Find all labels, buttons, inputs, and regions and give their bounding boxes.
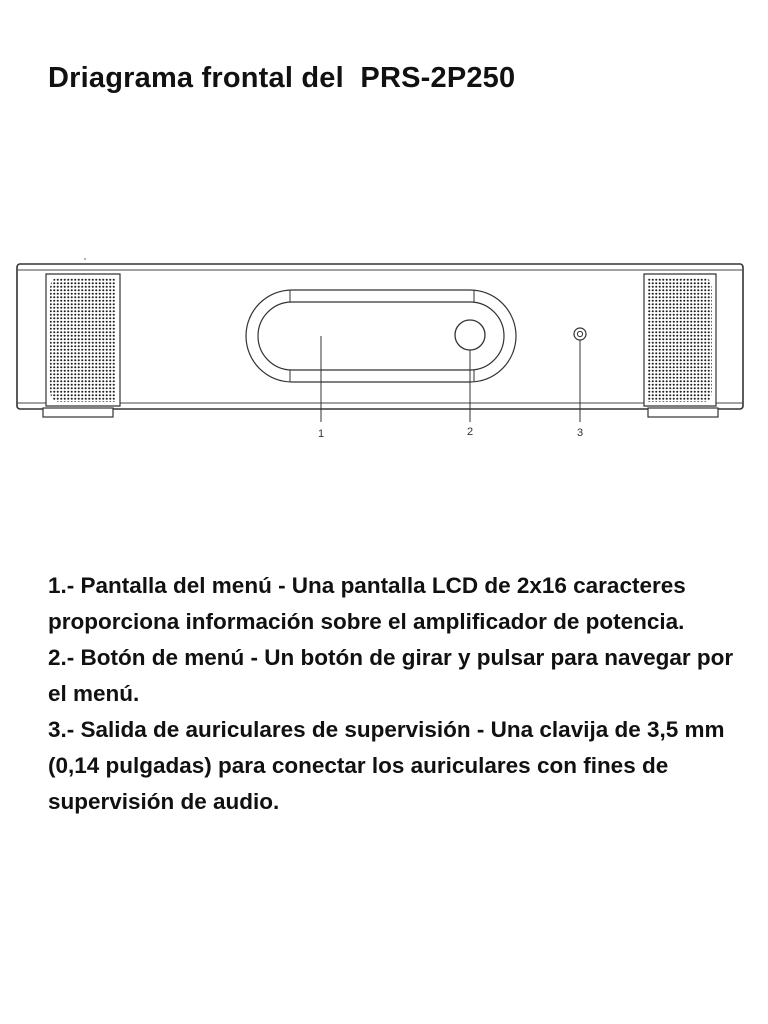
callout-label-2: 2 [466, 426, 474, 438]
front-panel-diagram [0, 250, 768, 450]
description-item-1: 1.- Pantalla del menú - Una pantalla LCD de 2x16 caracteres proporciona información sobre el amplificador de potencia. [48, 573, 686, 634]
left-speaker-grille [46, 274, 120, 406]
description-list [48, 568, 756, 820]
description-item-2: 2.- Botón de menú - Un botón de girar y pulsar para navegar por el menú. [48, 645, 734, 706]
headphone-jack [574, 328, 586, 340]
callout-label-1: 1 [317, 428, 325, 440]
page-title: Driagrama frontal del PRS-2P250 [48, 62, 516, 94]
callout-label-3: 3 [576, 427, 584, 439]
description-item-3: 3.- Salida de auriculares de supervisión - Una clavija de 3,5 mm (0,14 pulgadas) para conectar los auriculares con fines de supervisión de audio. [48, 717, 725, 814]
right-speaker-grille [644, 274, 716, 406]
menu-knob [455, 320, 485, 350]
